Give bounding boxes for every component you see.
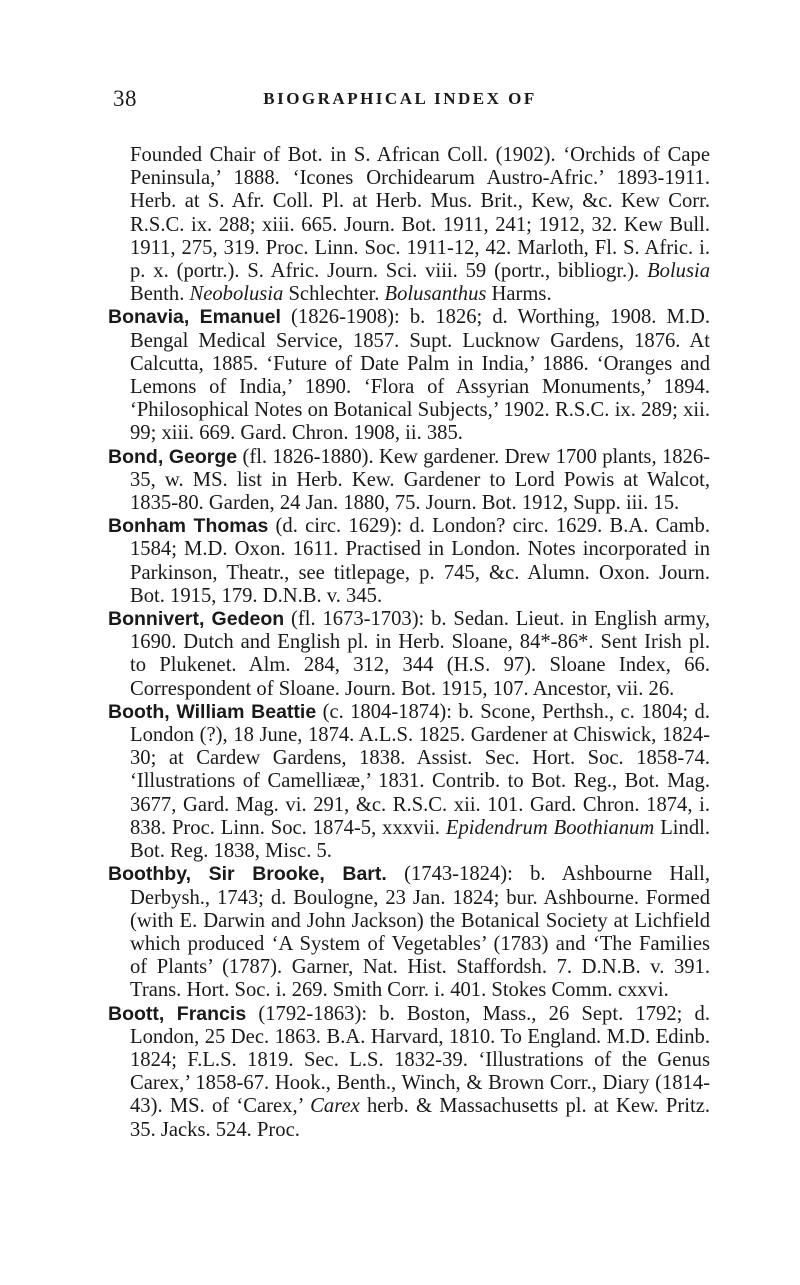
entry-text: Benth. bbox=[130, 283, 190, 306]
entry-text: (fl. 1826-1880). Kew gardener. Drew 1700 plants, 1826-35, w. MS. list in Herb. Kew. Gardener to Lord Powis at Walcot, 1835-80. Garden, 24 Jan. 1880, 75. Journ. Bot. 1912, Supp. iii. 15. bbox=[130, 445, 710, 515]
entry-headword: Boothby, Sir Brooke, Bart. bbox=[108, 863, 387, 886]
continued-entry bbox=[108, 144, 710, 306]
entry-headword: Bond, George bbox=[108, 445, 238, 468]
index-entry bbox=[108, 701, 710, 863]
italic-name: Neobolusia bbox=[189, 283, 284, 306]
index-entry bbox=[108, 608, 710, 701]
italic-name: Carex bbox=[310, 1095, 360, 1118]
entry-text: herb. & Massachusetts pl. at Kew. Pritz. 35. Jacks. 524. Proc. bbox=[130, 1095, 710, 1141]
entry-headword: Bonnivert, Gedeon bbox=[108, 608, 285, 631]
entry-text: Lindl. Bot. Reg. 1838, Misc. 5. bbox=[130, 816, 710, 863]
entry-text: (c. 1804-1874): b. Scone, Perthsh., c. 1804; d. London (?), 18 June, 1874. A.L.S. 1825. Gardener at Chiswick, 1824-30; at Cardew Gardens, 1838. Assist. Sec. Hort. Soc. 1858-74. ‘Illustrations of Camelliææ,’ 1831. Contrib. to Bot. Reg., Bot. Mag. 3677, Gard. Mag. vi. 291, &c. R.S.C. xii. 101. Gard. Chron. 1874, i. 838. Proc. Linn. Soc. 1874-5, xxxvii. bbox=[130, 700, 710, 839]
entry-text: Schlechter. bbox=[283, 283, 385, 306]
entry-text: (1743-1824): b. Ashbourne Hall, Derbysh., 1743; d. Boulogne, 23 Jan. 1824; bur. Ashbourne. Formed (with E. Darwin and John Jackson) the Botanical Society at Lichfield which produced ‘A System of Vegetables’ (1783) and ‘The Families of Plants’ (1787). Garner, Nat. Hist. Staffordsh. 7. D.N.B. v. 391. Trans. Hort. Soc. i. 269. Smith Corr. i. 401. Stokes Comm. cxxvi. bbox=[130, 863, 710, 1002]
entry-text: (1826-1908): b. 1826; d. Worthing, 1908. M.D. Bengal Medical Service, 1857. Supt. Lucknow Gardens, 1876. At Calcutta, 1885. ‘Future of Date Palm in India,’ 1886. ‘Oranges and Lemons of India,’ 1890. ‘Flora of Assyrian Monuments,’ 1894. ‘Philosophical Notes on Botanical Subjects,’ 1902. R.S.C. ix. 289; xii. 99; xiii. 669. Gard. Chron. 1908, ii. 385. bbox=[130, 306, 711, 445]
entry-text: Harms. bbox=[486, 283, 552, 306]
entry-text: (d. circ. 1629): d. London? circ. 1629. B.A. Camb. 1584; M.D. Oxon. 1611. Practised in London. Notes incorporated in Parkinson, Theatr., see titlepage, p. 745, &c. Alumn. Oxon. Journ. Bot. 1915, 179. D.N.B. v. 345. bbox=[130, 515, 710, 607]
index-entry bbox=[108, 1003, 710, 1142]
entry-headword: Bonavia, Emanuel bbox=[108, 306, 281, 329]
index-entry bbox=[108, 515, 710, 608]
entry-text: Founded Chair of Bot. in S. African Coll. (1902). ‘Orchids of Cape Peninsula,’ 1888. ‘Icones Orchidearum Austro-Afric.’ 1893-1911. Herb. at S. Afr. Coll. Pl. at Herb. Mus. Brit., Kew, &c. Kew Corr. R.S.C. ix. 288; xiii. 665. Journ. Bot. 1911, 241; 1912, 32. Kew Bull. 1911, 275, 319. Proc. Linn. Soc. 1911-12, 42. Marloth, Fl. S. Afric. i. p. x. (portr.). S. Afric. Journ. Sci. viii. 59 (portr., bibliogr.). bbox=[130, 144, 710, 283]
index-entry bbox=[108, 863, 710, 1002]
entry-headword: Bonham Thomas bbox=[108, 515, 269, 538]
index-entry bbox=[108, 306, 710, 445]
entry-text: (1792-1863): b. Boston, Mass., 26 Sept. 1792; d. London, 25 Dec. 1863. B.A. Harvard, 1810. To England. M.D. Edinb. 1824; F.L.S. 1819. Sec. L.S. 1832-39. ‘Illustrations of the Genus Carex,’ 1858-67. Hook., Benth., Winch, & Brown Corr., Diary (1814-43). MS. of ‘Carex,’ bbox=[130, 1002, 710, 1118]
italic-name: Epidendrum Boothianum bbox=[445, 816, 655, 839]
index-body bbox=[108, 144, 710, 1142]
running-title: BIOGRAPHICAL INDEX OF bbox=[263, 89, 537, 108]
page-number: 38 bbox=[113, 86, 137, 111]
italic-name: Bolusanthus bbox=[384, 283, 487, 306]
entry-headword: Booth, William Beattie bbox=[108, 700, 317, 723]
entry-headword: Boott, Francis bbox=[108, 1002, 247, 1025]
entry-text: (fl. 1673-1703): b. Sedan. Lieut. in English army, 1690. Dutch and English pl. in Herb. Sloane, 84*-86*. Sent Irish pl. to Plukenet. Alm. 284, 312, 344 (H.S. 97). Sloane Index, 66. Correspondent of Sloane. Journ. Bot. 1915, 107. Ancestor, vii. 26. bbox=[130, 608, 711, 700]
index-entry bbox=[108, 446, 710, 516]
italic-name: Bolusia bbox=[647, 260, 710, 283]
